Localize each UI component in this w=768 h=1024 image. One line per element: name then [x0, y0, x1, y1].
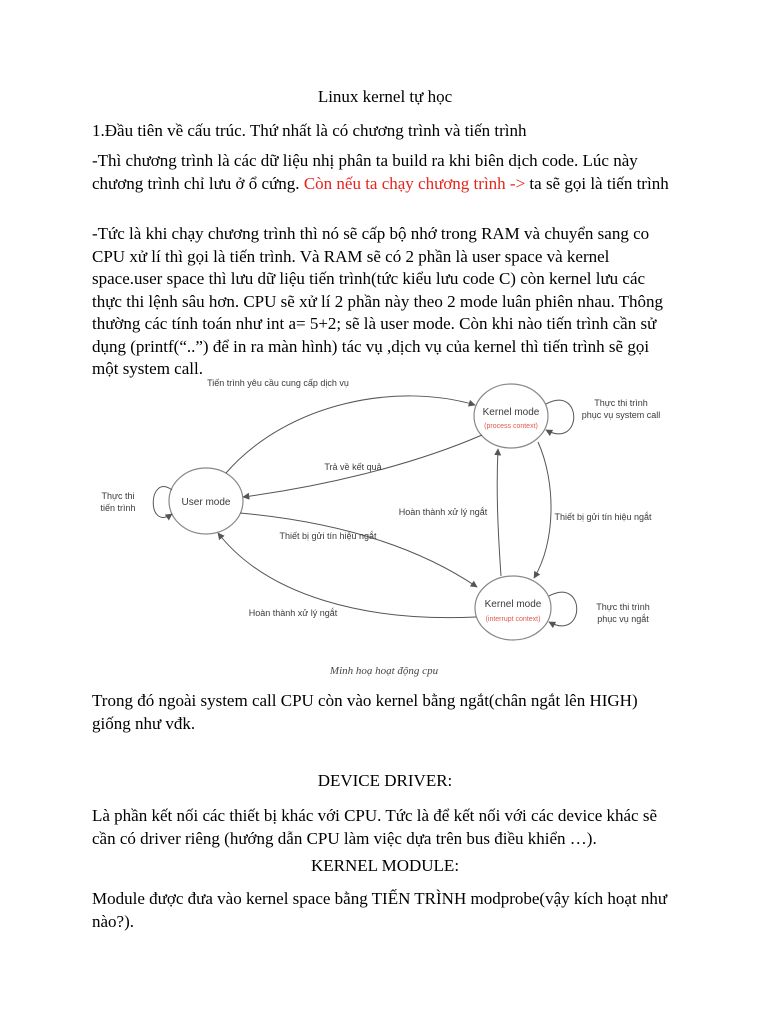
arrow-device-interrupt-right	[534, 442, 551, 578]
kernel-interrupt-label: Kernel mode	[484, 599, 542, 610]
kernel-interrupt-self-loop	[549, 592, 577, 626]
paragraph-program-text-a: -Thì chương trình là các dữ liệu nhị phân ta build ra khi biên dịch code. Lúc này chương trình chỉ lưu ở ổ cứng.	[92, 151, 638, 193]
user-self-label-1: Thực thi	[101, 491, 135, 501]
paragraph-process: -Tức là khi chạy chương trình thì nó sẽ cấp bộ nhớ trong RAM và chuyển sang co CPU xử lí thì gọi là tiến trình. Và RAM sẽ có 2 phần là user space và kernel space.user space thì lưu dữ liệu tiến trình(tức kiểu lưu code C) còn kernel lưu các thực thi lệnh sâu hơn. CPU sẽ xử lí 2 phần này theo 2 mode luân phiên nhau. Thông thường các tính toán như int a= 5+2; sẽ là user mode. Còn khi nào tiến trình cần sử dụng (printf(“..”) để in ra màn hình) tác vụ ,dịch vụ của kernel thì tiến trình sẽ gọi một system call.	[92, 224, 664, 378]
paragraph-structure: 1.Đầu tiên về cấu trúc. Thứ nhất là có chương trình và tiến trình	[92, 121, 527, 140]
kernel-process-self-label-2: phục vụ system call	[581, 410, 661, 420]
arrow-device-interrupt-right-label: Thiết bị gửi tín hiệu ngắt	[554, 512, 652, 522]
user-mode-label: User mode	[181, 497, 231, 508]
diagram-caption: Minh hoạ hoạt động cpu	[329, 665, 439, 677]
user-self-label-2: tiến trình	[100, 503, 136, 513]
kernel-interrupt-self-label-2: phục vụ ngắt	[597, 614, 649, 624]
kernel-interrupt-self-label-1: Thực thi trình	[596, 602, 650, 612]
paragraph-kernel-module: Module được đưa vào kernel space bằng TIẾN TRÌNH modprobe(vậy kích hoạt như nào?).	[92, 889, 668, 931]
kernel-interrupt-sublabel: (interrupt context)	[485, 616, 541, 623]
kernel-process-self-loop	[546, 400, 574, 434]
kernel-process-label: Kernel mode	[482, 407, 540, 418]
arrow-device-interrupt-mid	[240, 513, 477, 587]
kernel-process-sublabel: (process context)	[484, 423, 538, 430]
heading-kernel-module: KERNEL MODULE:	[310, 856, 460, 875]
cpu-mode-diagram	[78, 372, 718, 657]
paragraph-program-text-b: ta sẽ gọi là tiến trình	[525, 173, 669, 193]
kernel-process-self-label-1: Thực thi trình	[594, 398, 648, 408]
paragraph-program-text-red: Còn nếu ta chạy chương trình ->	[303, 173, 526, 193]
arrow-finish-interrupt-mid	[497, 449, 501, 576]
page-title: Linux kernel tự học	[317, 87, 453, 106]
paragraph-program	[92, 150, 678, 195]
arrow-finish-interrupt-bottom-label: Hoàn thành xử lý ngắt	[248, 608, 338, 618]
paragraph-device-driver: Là phần kết nối các thiết bị khác với CPU. Tức là để kết nối với các device khác sẽ cần có driver riêng (hướng dẫn CPU làm việc dựa trên bus điều khiển …).	[92, 806, 658, 848]
paragraph-interrupt: Trong đó ngoài system call CPU còn vào kernel bằng ngắt(chân ngắt lên HIGH) giống như vđk.	[92, 691, 638, 733]
arrow-finish-interrupt-mid-label: Hoàn thành xử lý ngắt	[398, 507, 488, 517]
heading-device-driver: DEVICE DRIVER:	[317, 771, 453, 790]
arrow-device-interrupt-mid-label: Thiết bị gửi tín hiệu ngắt	[279, 531, 377, 541]
arrow-return-result-label: Trả về kết quả	[324, 462, 382, 472]
arrow-finish-interrupt-bottom	[218, 533, 476, 618]
arrow-request-service-label: Tiến trình yêu cầu cung cấp dịch vụ	[207, 378, 349, 388]
